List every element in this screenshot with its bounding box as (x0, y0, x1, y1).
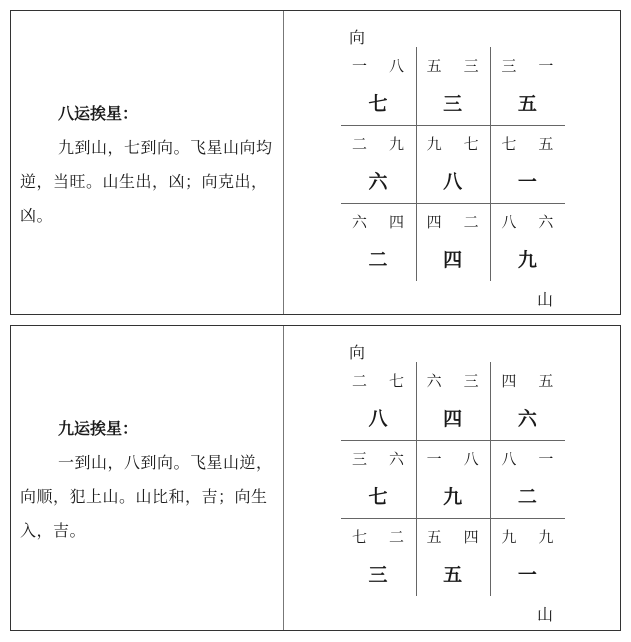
facing-star: 四 (463, 528, 479, 546)
xiang-label: 向 (349, 28, 366, 47)
mountain-star: 二 (351, 135, 367, 153)
palace-cell (490, 47, 564, 125)
panel-title: 八运挨星： (58, 104, 139, 123)
palace-cell (490, 125, 564, 203)
facing-star: 一 (538, 450, 554, 468)
mountain-facing-stars (341, 211, 415, 232)
text-block (20, 412, 277, 548)
facing-star: 五 (538, 135, 554, 153)
mountain-star: 八 (501, 213, 517, 231)
mountain-facing-stars (490, 370, 564, 391)
mountain-facing-stars (341, 133, 415, 154)
palace-cell (416, 440, 490, 518)
mountain-facing-stars (416, 526, 490, 547)
base-star: 六 (517, 408, 537, 430)
shan-label: 山 (537, 605, 554, 624)
palace-cell (490, 203, 564, 281)
facing-star: 四 (388, 213, 404, 231)
mountain-star: 二 (351, 372, 367, 390)
base-star: 九 (517, 249, 537, 271)
facing-star: 九 (388, 135, 404, 153)
base-star: 八 (443, 171, 463, 193)
palace-cell (341, 203, 415, 281)
facing-star: 六 (538, 213, 554, 231)
mountain-star: 八 (501, 450, 517, 468)
base-star: 五 (517, 93, 537, 115)
mountain-facing-stars (490, 526, 564, 547)
palace-cell (341, 440, 415, 518)
facing-star: 二 (388, 528, 404, 546)
facing-star: 一 (538, 57, 554, 75)
palace-cell (341, 362, 415, 440)
mountain-star: 四 (426, 213, 442, 231)
base-star: 一 (517, 564, 537, 586)
mountain-star: 九 (501, 528, 517, 546)
star-grid (341, 362, 565, 596)
panel-title: 九运挨星： (58, 419, 139, 438)
palace-cell (416, 362, 490, 440)
facing-star: 六 (388, 450, 404, 468)
base-star: 七 (368, 486, 388, 508)
facing-star: 八 (463, 450, 479, 468)
mountain-facing-stars (416, 211, 490, 232)
mountain-facing-stars (341, 370, 415, 391)
mountain-star: 六 (426, 372, 442, 390)
base-star: 三 (443, 93, 463, 115)
mountain-facing-stars (490, 211, 564, 232)
mountain-star: 五 (426, 57, 442, 75)
mountain-star: 一 (426, 450, 442, 468)
palace-cell (490, 440, 564, 518)
facing-star: 二 (463, 213, 479, 231)
palace-cell (341, 518, 415, 596)
column-divider (283, 326, 284, 630)
facing-star: 八 (388, 57, 404, 75)
panel-nine-period (10, 325, 621, 631)
mountain-facing-stars (341, 55, 415, 76)
text-block (20, 97, 277, 233)
mountain-star: 三 (351, 450, 367, 468)
panel-eight-period (10, 10, 621, 315)
palace-cell (490, 362, 564, 440)
mountain-star: 四 (501, 372, 517, 390)
mountain-facing-stars (341, 448, 415, 469)
palace-cell (341, 47, 415, 125)
base-star: 三 (368, 564, 388, 586)
base-star: 九 (443, 486, 463, 508)
base-star: 五 (443, 564, 463, 586)
palace-cell (341, 125, 415, 203)
mountain-facing-stars (416, 55, 490, 76)
base-star: 二 (517, 486, 537, 508)
palace-cell (416, 47, 490, 125)
mountain-star: 七 (351, 528, 367, 546)
facing-star: 五 (538, 372, 554, 390)
mountain-facing-stars (416, 448, 490, 469)
star-grid (341, 47, 565, 281)
mountain-star: 六 (351, 213, 367, 231)
shan-label: 山 (537, 290, 554, 309)
mountain-star: 三 (501, 57, 517, 75)
mountain-facing-stars (490, 133, 564, 154)
facing-star: 九 (538, 528, 554, 546)
mountain-star: 一 (351, 57, 367, 75)
facing-star: 三 (463, 372, 479, 390)
mountain-facing-stars (416, 133, 490, 154)
mountain-facing-stars (341, 526, 415, 547)
base-star: 二 (368, 249, 388, 271)
mountain-star: 五 (426, 528, 442, 546)
column-divider (283, 11, 284, 314)
panel-body: 九到山，七到向。飞星山向均逆，当旺。山生出，凶；向克出，凶。 (20, 138, 273, 225)
palace-cell (490, 518, 564, 596)
mountain-star: 七 (501, 135, 517, 153)
facing-star: 七 (388, 372, 404, 390)
facing-star: 七 (463, 135, 479, 153)
mountain-facing-stars (490, 55, 564, 76)
palace-cell (416, 203, 490, 281)
base-star: 六 (368, 171, 388, 193)
palace-cell (416, 518, 490, 596)
palace-cell (416, 125, 490, 203)
base-star: 四 (443, 249, 463, 271)
panel-body: 一到山，八到向。飞星山逆，向顺，犯上山。山比和，吉；向生入，吉。 (20, 453, 273, 540)
mountain-facing-stars (416, 370, 490, 391)
base-star: 七 (368, 93, 388, 115)
mountain-star: 九 (426, 135, 442, 153)
base-star: 一 (517, 171, 537, 193)
base-star: 四 (443, 408, 463, 430)
base-star: 八 (368, 408, 388, 430)
mountain-facing-stars (490, 448, 564, 469)
xiang-label: 向 (349, 343, 366, 362)
facing-star: 三 (463, 57, 479, 75)
